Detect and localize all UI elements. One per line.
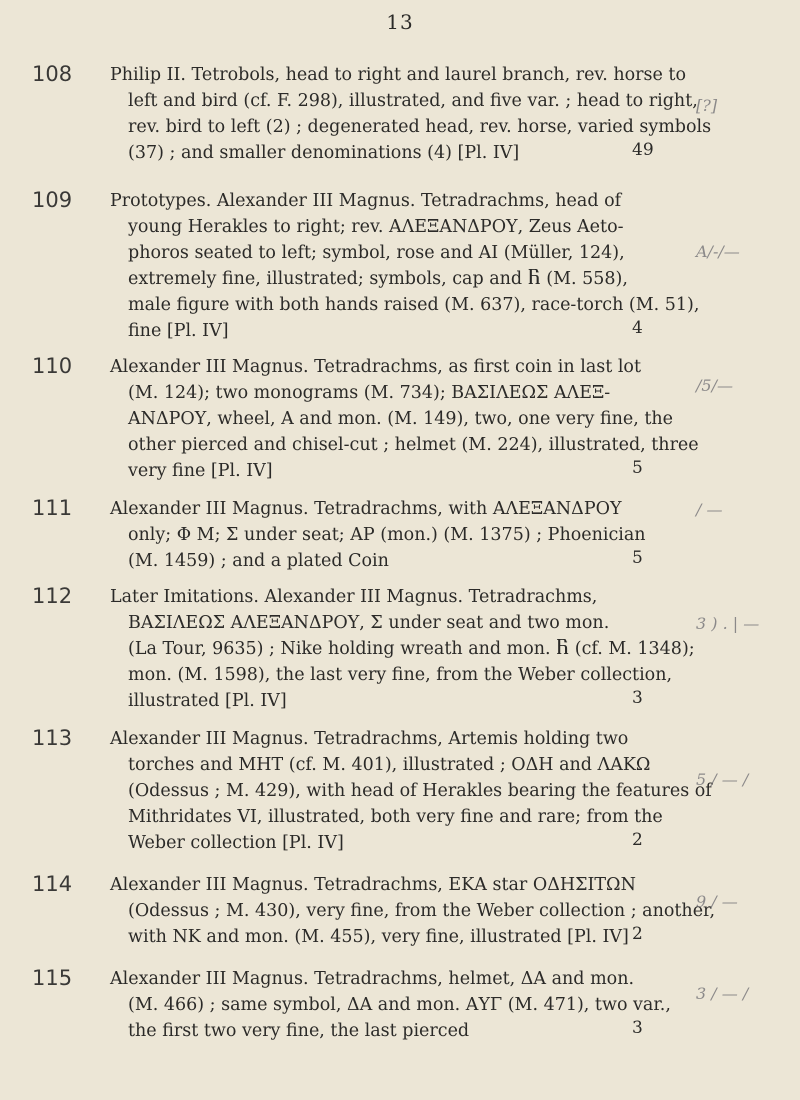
description-line: (M. 1459) ; and a plated Coin [128, 551, 389, 571]
description-line: fine [Pl. IV] [128, 321, 229, 341]
description-line: Weber collection [Pl. IV] [128, 833, 344, 853]
lot-estimate: 5 [632, 548, 643, 568]
description-line: (37) ; and smaller denominations (4) [Pl. IV] [128, 143, 520, 163]
lot-description [110, 726, 712, 856]
description-line: extremely fine, illustrated; symbols, cap and Ⴌ (M. 558), [128, 269, 628, 289]
description-line: Alexander III Magnus. Tetradrachms, as first coin in last lot [110, 357, 641, 377]
handwritten-margin-note: 9 / — [696, 892, 738, 911]
lot-description [110, 188, 700, 344]
lot-number: 110 [32, 354, 73, 378]
description-line: (M. 466) ; same symbol, ΔΑ and mon. ΑΥΓ (M. 471), two var., [128, 995, 671, 1015]
description-line: young Herakles to right; rev. ΑΛΕΞΑΝΔΡΟΥ, Zeus Aeto- [128, 217, 624, 237]
description-line: mon. (M. 1598), the last very fine, from the Weber collection, [128, 665, 673, 685]
lot-description [110, 354, 699, 484]
description-line: the first two very fine, the last pierced [128, 1021, 470, 1041]
handwritten-margin-note: [?] [696, 96, 718, 115]
lot-number: 114 [32, 872, 73, 896]
description-line: Philip II. Tetrobols, head to right and laurel branch, rev. horse to [110, 65, 687, 85]
description-line: Later Imitations. Alexander III Magnus. Tetradrachms, [110, 587, 598, 607]
lot-number: 115 [32, 966, 73, 990]
lot-number: 108 [32, 62, 73, 86]
handwritten-margin-note: 3 ) . | — [696, 614, 760, 633]
description-line: male figure with both hands raised (M. 637), race-torch (M. 51), [128, 295, 700, 315]
page-number: 13 [386, 10, 414, 34]
description-line: Alexander III Magnus. Tetradrachms, with ΑΛΕΞΑΝΔΡΟΥ [110, 499, 622, 519]
handwritten-margin-note: 3 / — / [696, 984, 749, 1003]
description-line: rev. bird to left (2) ; degenerated head, rev. horse, varied symbols [128, 117, 712, 137]
description-line: (M. 124); two monograms (M. 734); ΒΑΣΙΛΕΩΣ ΑΛΕΞ- [128, 383, 611, 403]
description-line: (Odessus ; M. 430), very fine, from the Weber collection ; another, [128, 901, 716, 921]
description-line: Mithridates VI, illustrated, both very fine and rare; from the [128, 807, 663, 827]
description-line: (Odessus ; M. 429), with head of Herakles bearing the features of [128, 781, 712, 801]
lot-estimate: 3 [632, 1018, 643, 1038]
description-line: illustrated [Pl. IV] [128, 691, 287, 711]
description-line: very fine [Pl. IV] [128, 461, 273, 481]
lot-number: 111 [32, 496, 73, 520]
lot-estimate: 2 [632, 924, 643, 944]
lot-estimate: 3 [632, 688, 643, 708]
description-line: left and bird (cf. F. 298), illustrated, and five var. ; head to right, [128, 91, 698, 111]
description-line: ΑΝΔΡΟΥ, wheel, Α and mon. (M. 149), two, one very fine, the [128, 409, 674, 429]
lot-estimate: 49 [632, 140, 654, 160]
description-line: Alexander III Magnus. Tetradrachms, ΕΚΑ star ΟΔΗΣΙΤΩΝ [110, 875, 636, 895]
lot-estimate: 2 [632, 830, 643, 850]
lot-estimate: 4 [632, 318, 643, 338]
handwritten-margin-note: /5/— [696, 376, 733, 395]
description-line: Alexander III Magnus. Tetradrachms, Artemis holding two [110, 729, 629, 749]
handwritten-margin-note: 5 / — / [696, 770, 749, 789]
lot-description [110, 872, 716, 950]
lot-number: 112 [32, 584, 73, 608]
description-line: Prototypes. Alexander III Magnus. Tetradrachms, head of [110, 191, 622, 211]
handwritten-margin-note: / — [696, 500, 723, 519]
lot-number: 113 [32, 726, 73, 750]
description-line: with ΝΚ and mon. (M. 455), very fine, illustrated [Pl. IV] [128, 927, 629, 947]
lot-description [110, 496, 670, 574]
description-line: (La Tour, 9635) ; Nike holding wreath and mon. Ⴌ (cf. M. 1348); [128, 639, 695, 659]
handwritten-margin-note: A/-/— [696, 242, 740, 261]
description-line: ΒΑΣΙΛΕΩΣ ΑΛΕΞΑΝΔΡΟΥ, Σ under seat and two mon. [128, 613, 610, 633]
lot-description [110, 62, 712, 166]
lot-estimate: 5 [632, 458, 643, 478]
lot-description [110, 584, 695, 714]
description-line: only; Φ M; Σ under seat; ΑΡ (mon.) (M. 1375) ; Phoenician [128, 525, 646, 545]
lot-description [110, 966, 670, 1044]
description-line: phoros seated to left; symbol, rose and ΑΙ (Müller, 124), [128, 243, 625, 263]
description-line: other pierced and chisel-cut ; helmet (M. 224), illustrated, three [128, 435, 699, 455]
description-line: Alexander III Magnus. Tetradrachms, helmet, ΔΑ and mon. [110, 969, 635, 989]
description-line: torches and ΜΗΤ (cf. M. 401), illustrated ; ΟΔΗ and ΛΑΚΩ [128, 755, 651, 775]
lot-number: 109 [32, 188, 73, 212]
